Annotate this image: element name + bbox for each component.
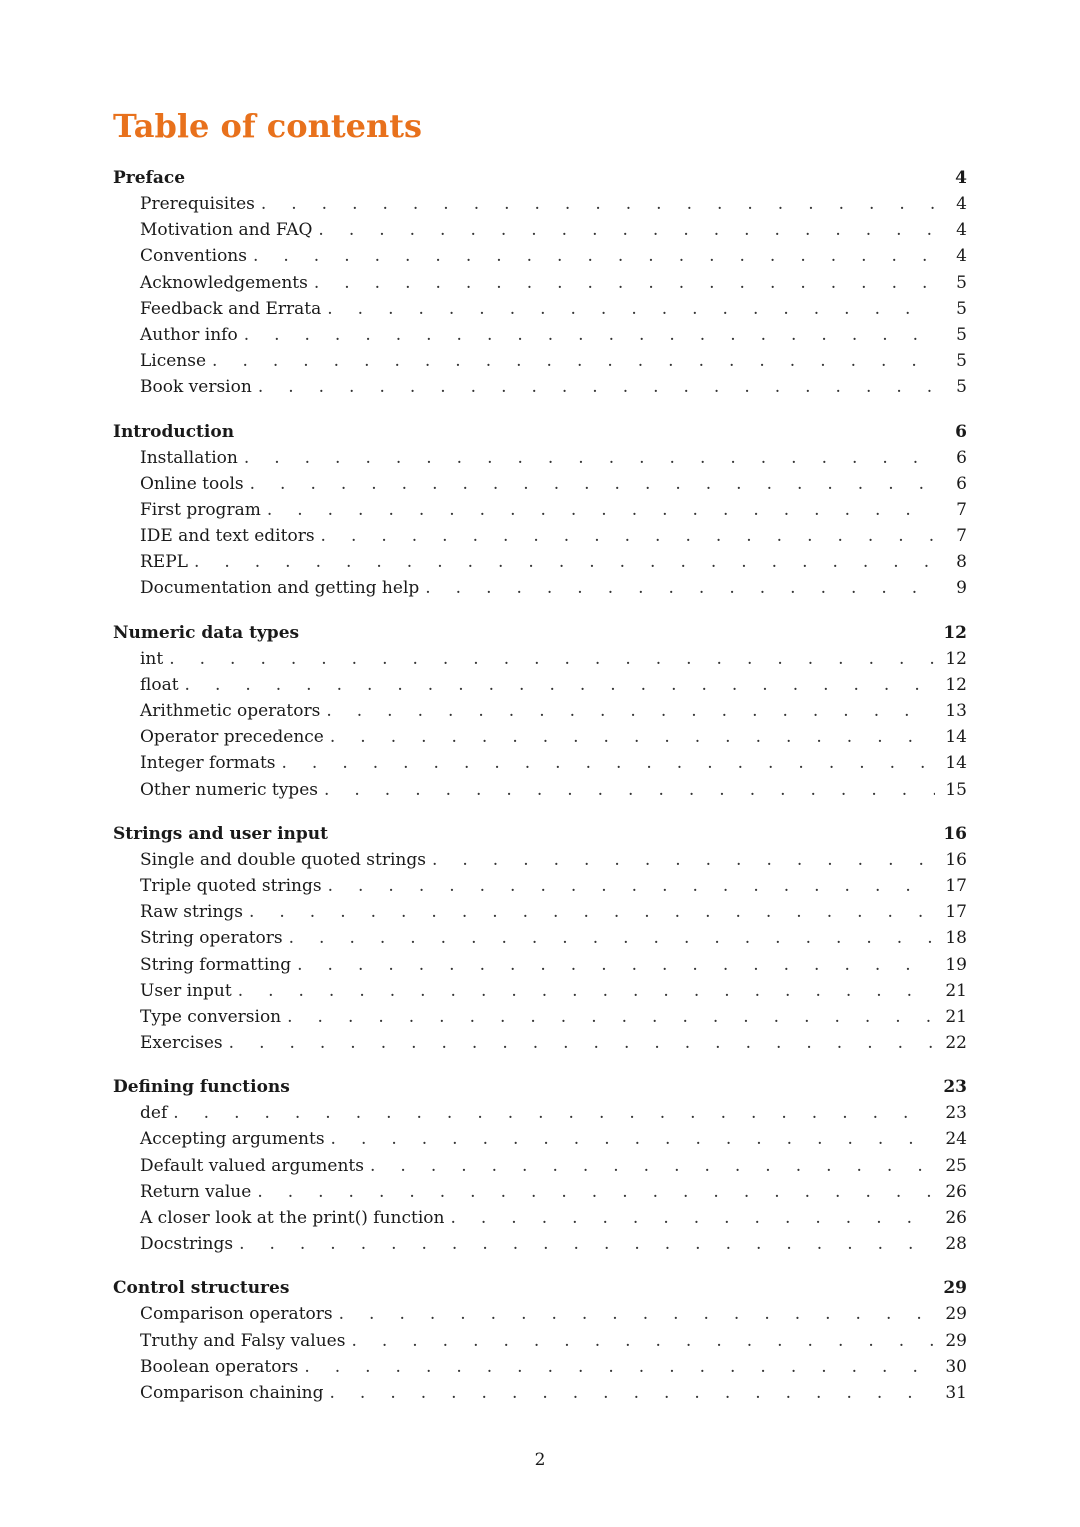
entry-page-number: 22 <box>945 1033 967 1054</box>
entry-page-number: 28 <box>945 1234 967 1255</box>
entry-title: Raw strings <box>140 902 243 923</box>
entry-page-number: 21 <box>945 1006 967 1027</box>
entry-page-number: 14 <box>945 727 967 748</box>
toc-entry-link[interactable] <box>113 217 967 243</box>
entry-title: int <box>140 648 164 669</box>
dot-leader <box>324 777 935 803</box>
entry-title: Default valued arguments <box>140 1155 364 1176</box>
dot-leader <box>370 1153 935 1179</box>
dot-leader <box>258 374 935 400</box>
entry-page-number: 13 <box>945 701 967 721</box>
toc-section <box>113 165 967 401</box>
dot-leader <box>327 296 935 322</box>
dot-leader <box>425 575 935 601</box>
toc-section <box>113 419 967 602</box>
toc-chapter-link[interactable] <box>113 1074 967 1100</box>
dot-leader <box>244 322 935 348</box>
toc-entry-link[interactable] <box>113 672 967 698</box>
toc-entry-link[interactable] <box>113 1354 967 1380</box>
toc-entry-link[interactable] <box>113 1328 967 1354</box>
dot-leader <box>304 1354 935 1380</box>
entry-page-number: 17 <box>945 902 967 923</box>
dot-leader <box>239 1231 935 1257</box>
entry-title: License <box>140 351 207 372</box>
table-of-contents <box>113 165 967 1424</box>
page-number: 2 <box>534 1450 546 1470</box>
entry-page-number: 5 <box>956 272 967 293</box>
dot-leader <box>229 1030 935 1056</box>
toc-entry-link[interactable] <box>113 646 967 672</box>
toc-entry-link[interactable] <box>113 1205 967 1231</box>
entry-title: Motivation and FAQ <box>140 220 313 241</box>
entry-page-number: 4 <box>956 246 967 267</box>
dot-leader <box>330 724 935 750</box>
toc-entry-link[interactable] <box>113 296 967 322</box>
dot-leader <box>326 698 935 724</box>
entry-title: Feedback and Errata <box>140 298 322 319</box>
toc-entry-link[interactable] <box>113 575 967 601</box>
entry-title: String operators <box>140 928 283 949</box>
dot-leader <box>267 497 935 523</box>
dot-leader <box>351 1328 935 1354</box>
entry-title: Arithmetic operators <box>140 701 321 721</box>
entry-title: Exercises <box>140 1033 223 1054</box>
toc-section <box>113 1074 967 1257</box>
dot-leader <box>212 348 935 374</box>
entry-title: Docstrings <box>140 1234 234 1255</box>
entry-page-number: 24 <box>945 1129 967 1150</box>
toc-section <box>113 1275 967 1406</box>
dot-leader <box>250 471 935 497</box>
chapter-page-number: 12 <box>943 622 967 643</box>
entry-page-number: 5 <box>956 324 967 345</box>
entry-page-number: 5 <box>956 351 967 372</box>
toc-entry-link[interactable] <box>113 698 967 724</box>
entry-title: Triple quoted strings <box>140 875 322 896</box>
dot-leader <box>450 1205 935 1231</box>
toc-chapter-link[interactable] <box>113 821 967 847</box>
entry-title: Prerequisites <box>140 194 255 214</box>
entry-title: Comparison chaining <box>140 1382 324 1403</box>
toc-chapter-link[interactable] <box>113 1275 967 1301</box>
toc-entry-link[interactable] <box>113 191 967 217</box>
entry-title: User input <box>140 980 232 1001</box>
entry-title: IDE and text editors <box>140 526 315 547</box>
chapter-title: Numeric data types <box>113 622 300 643</box>
entry-title: Book version <box>140 377 252 398</box>
entry-title: Integer formats <box>140 753 276 774</box>
dot-leader <box>339 1301 935 1327</box>
toc-entry-link[interactable] <box>113 724 967 750</box>
dot-leader <box>318 217 935 243</box>
toc-entry-link[interactable] <box>113 1301 967 1327</box>
toc-entry-link[interactable] <box>113 1153 967 1179</box>
entry-title: REPL <box>140 552 188 573</box>
entry-page-number: 14 <box>945 753 967 774</box>
entry-title: Conventions <box>140 246 247 267</box>
toc-entry-link[interactable] <box>113 899 967 925</box>
entry-title: float <box>140 674 179 695</box>
entry-title: Accepting arguments <box>140 1129 325 1150</box>
entry-page-number: 23 <box>945 1103 967 1124</box>
toc-entry-link[interactable] <box>113 471 967 497</box>
entry-page-number: 29 <box>945 1330 967 1351</box>
toc-chapter-link[interactable] <box>113 419 967 445</box>
entry-page-number: 6 <box>956 447 967 468</box>
entry-page-number: 17 <box>945 875 967 896</box>
toc-section <box>113 620 967 803</box>
toc-entry-link[interactable] <box>113 322 967 348</box>
entry-title: def <box>140 1103 168 1124</box>
chapter-title: Control structures <box>113 1278 290 1299</box>
entry-title: First program <box>140 499 261 520</box>
entry-page-number: 16 <box>945 849 967 870</box>
entry-title: Operator precedence <box>140 727 324 748</box>
entry-page-number: 30 <box>945 1356 967 1377</box>
entry-page-number: 5 <box>956 377 967 398</box>
chapter-page-number: 16 <box>943 823 967 844</box>
toc-entry-link[interactable] <box>113 445 967 471</box>
toc-entry-link[interactable] <box>113 1179 967 1205</box>
entry-title: Installation <box>140 447 238 468</box>
entry-title: Return value <box>140 1181 252 1202</box>
entry-title: String formatting <box>140 954 292 975</box>
entry-title: Boolean operators <box>140 1356 299 1377</box>
toc-entry-link[interactable] <box>113 925 967 951</box>
entry-page-number: 29 <box>945 1304 967 1325</box>
entry-title: Other numeric types <box>140 779 318 800</box>
chapter-title: Defining functions <box>113 1077 290 1098</box>
dot-leader <box>185 672 935 698</box>
toc-entry-link[interactable] <box>113 270 967 296</box>
toc-chapter-link[interactable] <box>113 165 967 191</box>
toc-entry-link[interactable] <box>113 978 967 1004</box>
toc-section <box>113 821 967 1057</box>
dot-leader <box>432 847 935 873</box>
dot-leader <box>287 1004 935 1030</box>
entry-page-number: 4 <box>956 220 967 241</box>
dot-leader <box>289 925 935 951</box>
entry-page-number: 9 <box>956 578 967 599</box>
entry-page-number: 26 <box>945 1208 967 1228</box>
entry-page-number: 26 <box>945 1181 967 1202</box>
entry-title: Truthy and Falsy values <box>140 1330 346 1351</box>
toc-entry-link[interactable] <box>113 523 967 549</box>
entry-page-number: 15 <box>945 779 967 800</box>
toc-entry-link[interactable] <box>113 873 967 899</box>
entry-page-number: 18 <box>945 928 967 949</box>
toc-entry-link[interactable] <box>113 243 967 269</box>
toc-entry-link[interactable] <box>113 1231 967 1257</box>
dot-leader <box>169 646 935 672</box>
entry-title: Online tools <box>140 473 244 494</box>
toc-entry-link[interactable] <box>113 374 967 400</box>
toc-entry-link[interactable] <box>113 750 967 776</box>
dot-leader <box>238 978 935 1004</box>
toc-entry-link[interactable] <box>113 1100 967 1126</box>
toc-entry-link[interactable] <box>113 1030 967 1056</box>
chapter-page-number: 29 <box>943 1278 967 1299</box>
entry-page-number: 5 <box>956 298 967 319</box>
dot-leader <box>330 1380 935 1406</box>
chapter-title: Strings and user input <box>113 823 328 844</box>
chapter-page-number: 23 <box>943 1077 967 1098</box>
dot-leader <box>173 1100 935 1126</box>
entry-page-number: 25 <box>945 1155 967 1176</box>
chapter-title: Introduction <box>113 421 235 442</box>
entry-page-number: 6 <box>956 473 967 494</box>
entry-page-number: 7 <box>956 526 967 547</box>
dot-leader <box>253 243 935 269</box>
chapter-page-number: 6 <box>955 421 967 442</box>
chapter-page-number: 4 <box>955 168 967 188</box>
chapter-title: Preface <box>113 168 186 188</box>
entry-page-number: 21 <box>945 980 967 1001</box>
entry-title: A closer look at the print() function <box>140 1208 445 1228</box>
toc-entry-link[interactable] <box>113 1004 967 1030</box>
entry-page-number: 12 <box>945 648 967 669</box>
toc-entry-link[interactable] <box>113 348 967 374</box>
dot-leader <box>282 750 936 776</box>
entry-page-number: 7 <box>956 499 967 520</box>
toc-chapter-link[interactable] <box>113 620 967 646</box>
dot-leader <box>297 952 935 978</box>
toc-entry-link[interactable] <box>113 847 967 873</box>
entry-title: Documentation and getting help <box>140 578 420 599</box>
toc-entry-link[interactable] <box>113 497 967 523</box>
toc-entry-link[interactable] <box>113 1380 967 1406</box>
toc-entry-link[interactable] <box>113 777 967 803</box>
dot-leader <box>257 1179 935 1205</box>
dot-leader <box>261 191 935 217</box>
entry-title: Comparison operators <box>140 1304 333 1325</box>
entry-page-number: 8 <box>956 552 967 573</box>
toc-entry-link[interactable] <box>113 1126 967 1152</box>
entry-title: Acknowledgements <box>140 272 308 293</box>
entry-page-number: 12 <box>945 674 967 695</box>
dot-leader <box>249 899 935 925</box>
entry-page-number: 19 <box>945 954 967 975</box>
toc-entry-link[interactable] <box>113 952 967 978</box>
entry-title: Author info <box>140 324 238 345</box>
dot-leader <box>244 445 935 471</box>
entry-page-number: 4 <box>956 194 967 214</box>
page-title: Table of contents <box>113 107 423 145</box>
toc-entry-link[interactable] <box>113 549 967 575</box>
entry-title: Type conversion <box>140 1006 282 1027</box>
dot-leader <box>328 873 935 899</box>
entry-page-number: 31 <box>945 1382 967 1403</box>
dot-leader <box>314 270 935 296</box>
dot-leader <box>321 523 935 549</box>
dot-leader <box>331 1126 935 1152</box>
entry-title: Single and double quoted strings <box>140 849 426 870</box>
dot-leader <box>194 549 935 575</box>
